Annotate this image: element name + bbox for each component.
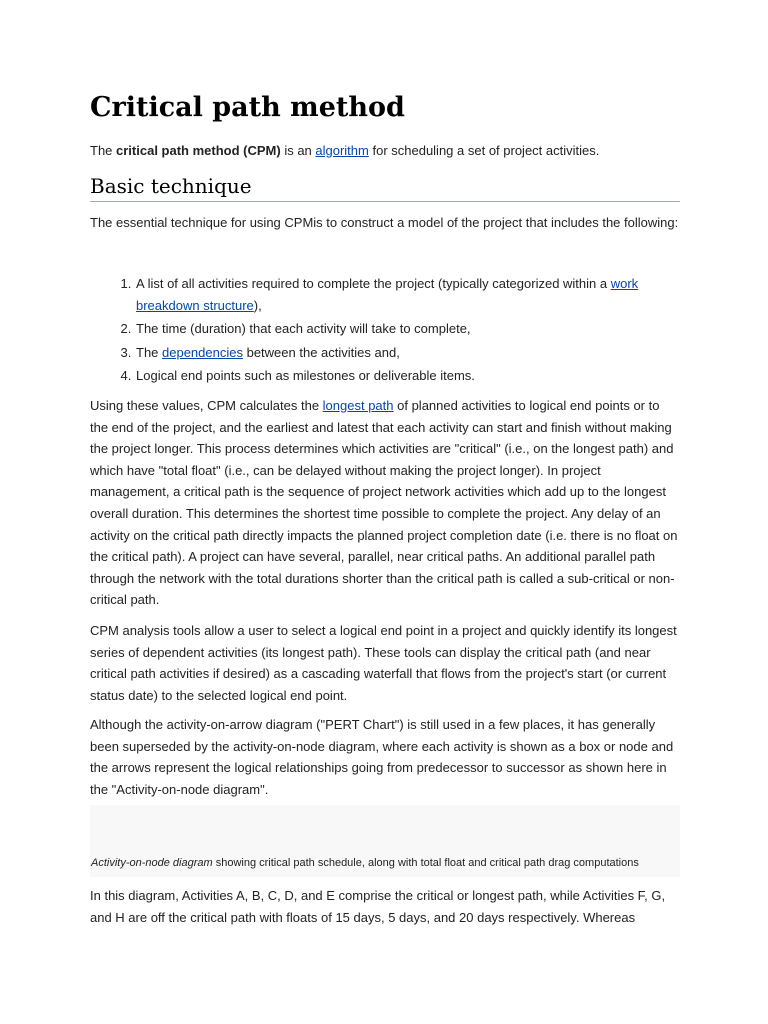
intro-text-2: is an <box>280 143 316 158</box>
para1-before: Using these values, CPM calculates the <box>90 398 323 413</box>
figure-caption-title: Activity-on-node diagram <box>91 857 213 869</box>
intro-paragraph <box>90 140 680 162</box>
figure-caption <box>91 855 639 871</box>
list-item <box>135 342 680 364</box>
intro-bold-term: critical path method (CPM) <box>116 143 281 158</box>
list-item-3-before: The <box>136 344 163 360</box>
list-item <box>135 273 680 316</box>
para1-after: of planned activities to logical end points or to the end of the project, and the earliest and latest that each activity can start and finish without making the project longer. This process determines which activities are "critical" (i.e., on the longest path) and which have "total float" (i.e., can be delayed without making the project longer). In project management, a critical path is the sequence of project network activities which add up to the longest overall duration. This determines the shortest time possible to complete the project. Any delay of an activity on the critical path directly impacts the planned project completion date (i.e. there is no float on the critical path). A project can have several, parallel, near critical paths. An additional parallel path through the network with the total durations shorter than the critical path is called a sub-critical or non-critical path. <box>90 398 678 608</box>
list-item-4-text: Logical end points such as milestones or deliverable items. <box>136 368 475 384</box>
algorithm-link[interactable]: algorithm <box>315 143 369 158</box>
list-item <box>135 365 680 387</box>
work-breakdown-structure-link[interactable]: work breakdown structure <box>136 276 639 313</box>
list-item <box>135 318 680 340</box>
intro-text-1: The <box>90 143 117 158</box>
section-heading: Basic technique <box>90 172 680 202</box>
dependencies-link[interactable]: dependencies <box>162 344 243 360</box>
longest-path-link[interactable]: longest path <box>322 398 394 413</box>
technique-list <box>90 273 680 389</box>
diagram-types-paragraph: Although the activity-on-arrow diagram ("PERT Chart") is still used in a few places, it has generally been superseded by the activity-on-node diagram, where each activity is shown as a box or node and the arrows represent the logical relationships going from predecessor to successor as shown here in the "Activity-on-node diagram". <box>90 717 674 797</box>
section-lead-paragraph: The essential technique for using CPMis to construct a model of the project that includes the following: <box>90 215 679 230</box>
diagram-explanation-paragraph: In this diagram, Activities A, B, C, D, and E comprise the critical or longest path, while Activities F, G, and H are off the critical path with floats of 15 days, 5 days, and 20 days respectively. Whereas <box>90 888 666 925</box>
cpm-values-paragraph <box>90 395 680 611</box>
page-title: Critical path method <box>90 92 405 123</box>
figure-caption-text: showing critical path schedule, along with total float and critical path drag computations <box>212 857 639 869</box>
cpm-tools-paragraph: CPM analysis tools allow a user to select a logical end point in a project and quickly identify its longest series of dependent activities (its longest path). These tools can display the critical path (and near critical path activities if desired) as a cascading waterfall that flows from the project's start (or current status date) to the selected logical end point. <box>90 623 677 703</box>
list-item-1-text: A list of all activities required to complete the project (typically categorized within a <box>136 276 611 291</box>
list-item-1-after: ), <box>253 297 262 313</box>
activity-on-node-figure <box>90 805 680 877</box>
list-item-3-after: between the activities and, <box>242 344 400 360</box>
list-item-2-text: The time (duration) that each activity will take to complete, <box>136 321 471 337</box>
intro-text-3: for scheduling a set of project activities. <box>368 143 600 158</box>
